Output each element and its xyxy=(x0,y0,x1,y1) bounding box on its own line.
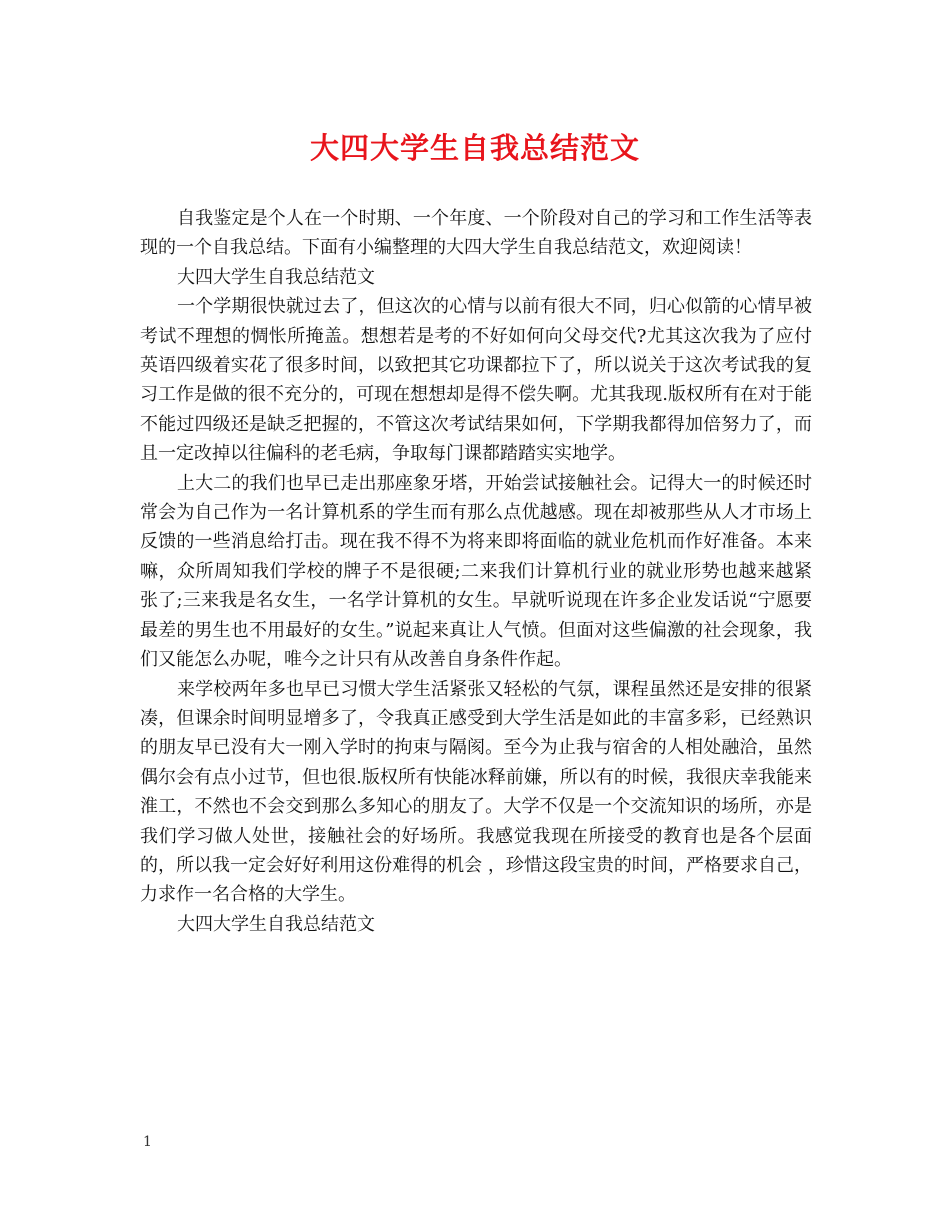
paragraph-campus-life: 来学校两年多也早已习惯大学生活紧张又轻松的气氛，课程虽然还是安排的很紧凑，但课余时间明显增多了，令我真正感受到大学生活是如此的丰富多彩，已经熟识的朋友早已没有大一刚入学时的拘束与隔阂。至今为止我与宿舍的人相处融洽，虽然偶尔会有点小过节，但也很.版权所有快能冰释前嫌，所以有的时候，我很庆幸我能来淮工，不然也不会交到那么多知心的朋友了。大学不仅是一个交流知识的场所，亦是我们学习做人处世，接触社会的好场所。我感觉我现在所接受的教育也是各个层面的，所以我一定会好好利用这份难得的机会 ，珍惜这段宝贵的时间，严格要求自己，力求作一名合格的大学生。 xyxy=(140,678,812,906)
paragraph-subheading: 大四大学生自我总结范文 xyxy=(177,266,375,288)
document-body xyxy=(140,204,812,939)
paragraph-semester: 一个学期很快就过去了，但这次的心情与以前有很大不同，归心似箭的心情早被考试不理想的惆怅所掩盖。想想若是考的不好如何向父母交代?尤其这次我为了应付英语四级着实花了很多时间，以致把其它功课都拉下了，所以说关于这次考试我的复习工作是做的很不充分的，可现在想想却是得不偿失啊。尤其我现.版权所有在对于能不能过四级还是缺乏把握的，不管这次考试结果如何，下学期我都得加倍努力了，而且一定改掉以往偏科的老毛病，争取每门课都踏踏实实地学。 xyxy=(140,296,812,465)
paragraph-intro: 自我鉴定是个人在一个时期、一个年度、一个阶段对自己的学习和工作生活等表现的一个自我总结。下面有小编整理的大四大学生自我总结范文，欢迎阅读！ xyxy=(140,208,812,259)
paragraph-subheading-2: 大四大学生自我总结范文 xyxy=(177,913,375,935)
page-title: 大四大学生自我总结范文 xyxy=(309,131,640,165)
paragraph-society: 上大二的我们也早已走出那座象牙塔，开始尝试接触社会。记得大一的时候还时常会为自己作为一名计算机系的学生而有那么点优越感。现在却被那些从人才市场上反馈的一些消息给打击。现在我不得不为将来即将面临的就业危机而作好准备。本来嘛，众所周知我们学校的牌子不是很硬;二来我们计算机行业的就业形势也越来越紧张了;三来我是名女生，一名学计算机的女生。早就听说现在许多企业发话说“宁愿要最差的男生也不用最好的女生。”说起来真让人气愤。但面对这些偏激的社会现象，我们又能怎么办呢，唯今之计只有从改善自身条件作起。 xyxy=(140,472,812,671)
page-number: 1 xyxy=(143,1134,152,1150)
